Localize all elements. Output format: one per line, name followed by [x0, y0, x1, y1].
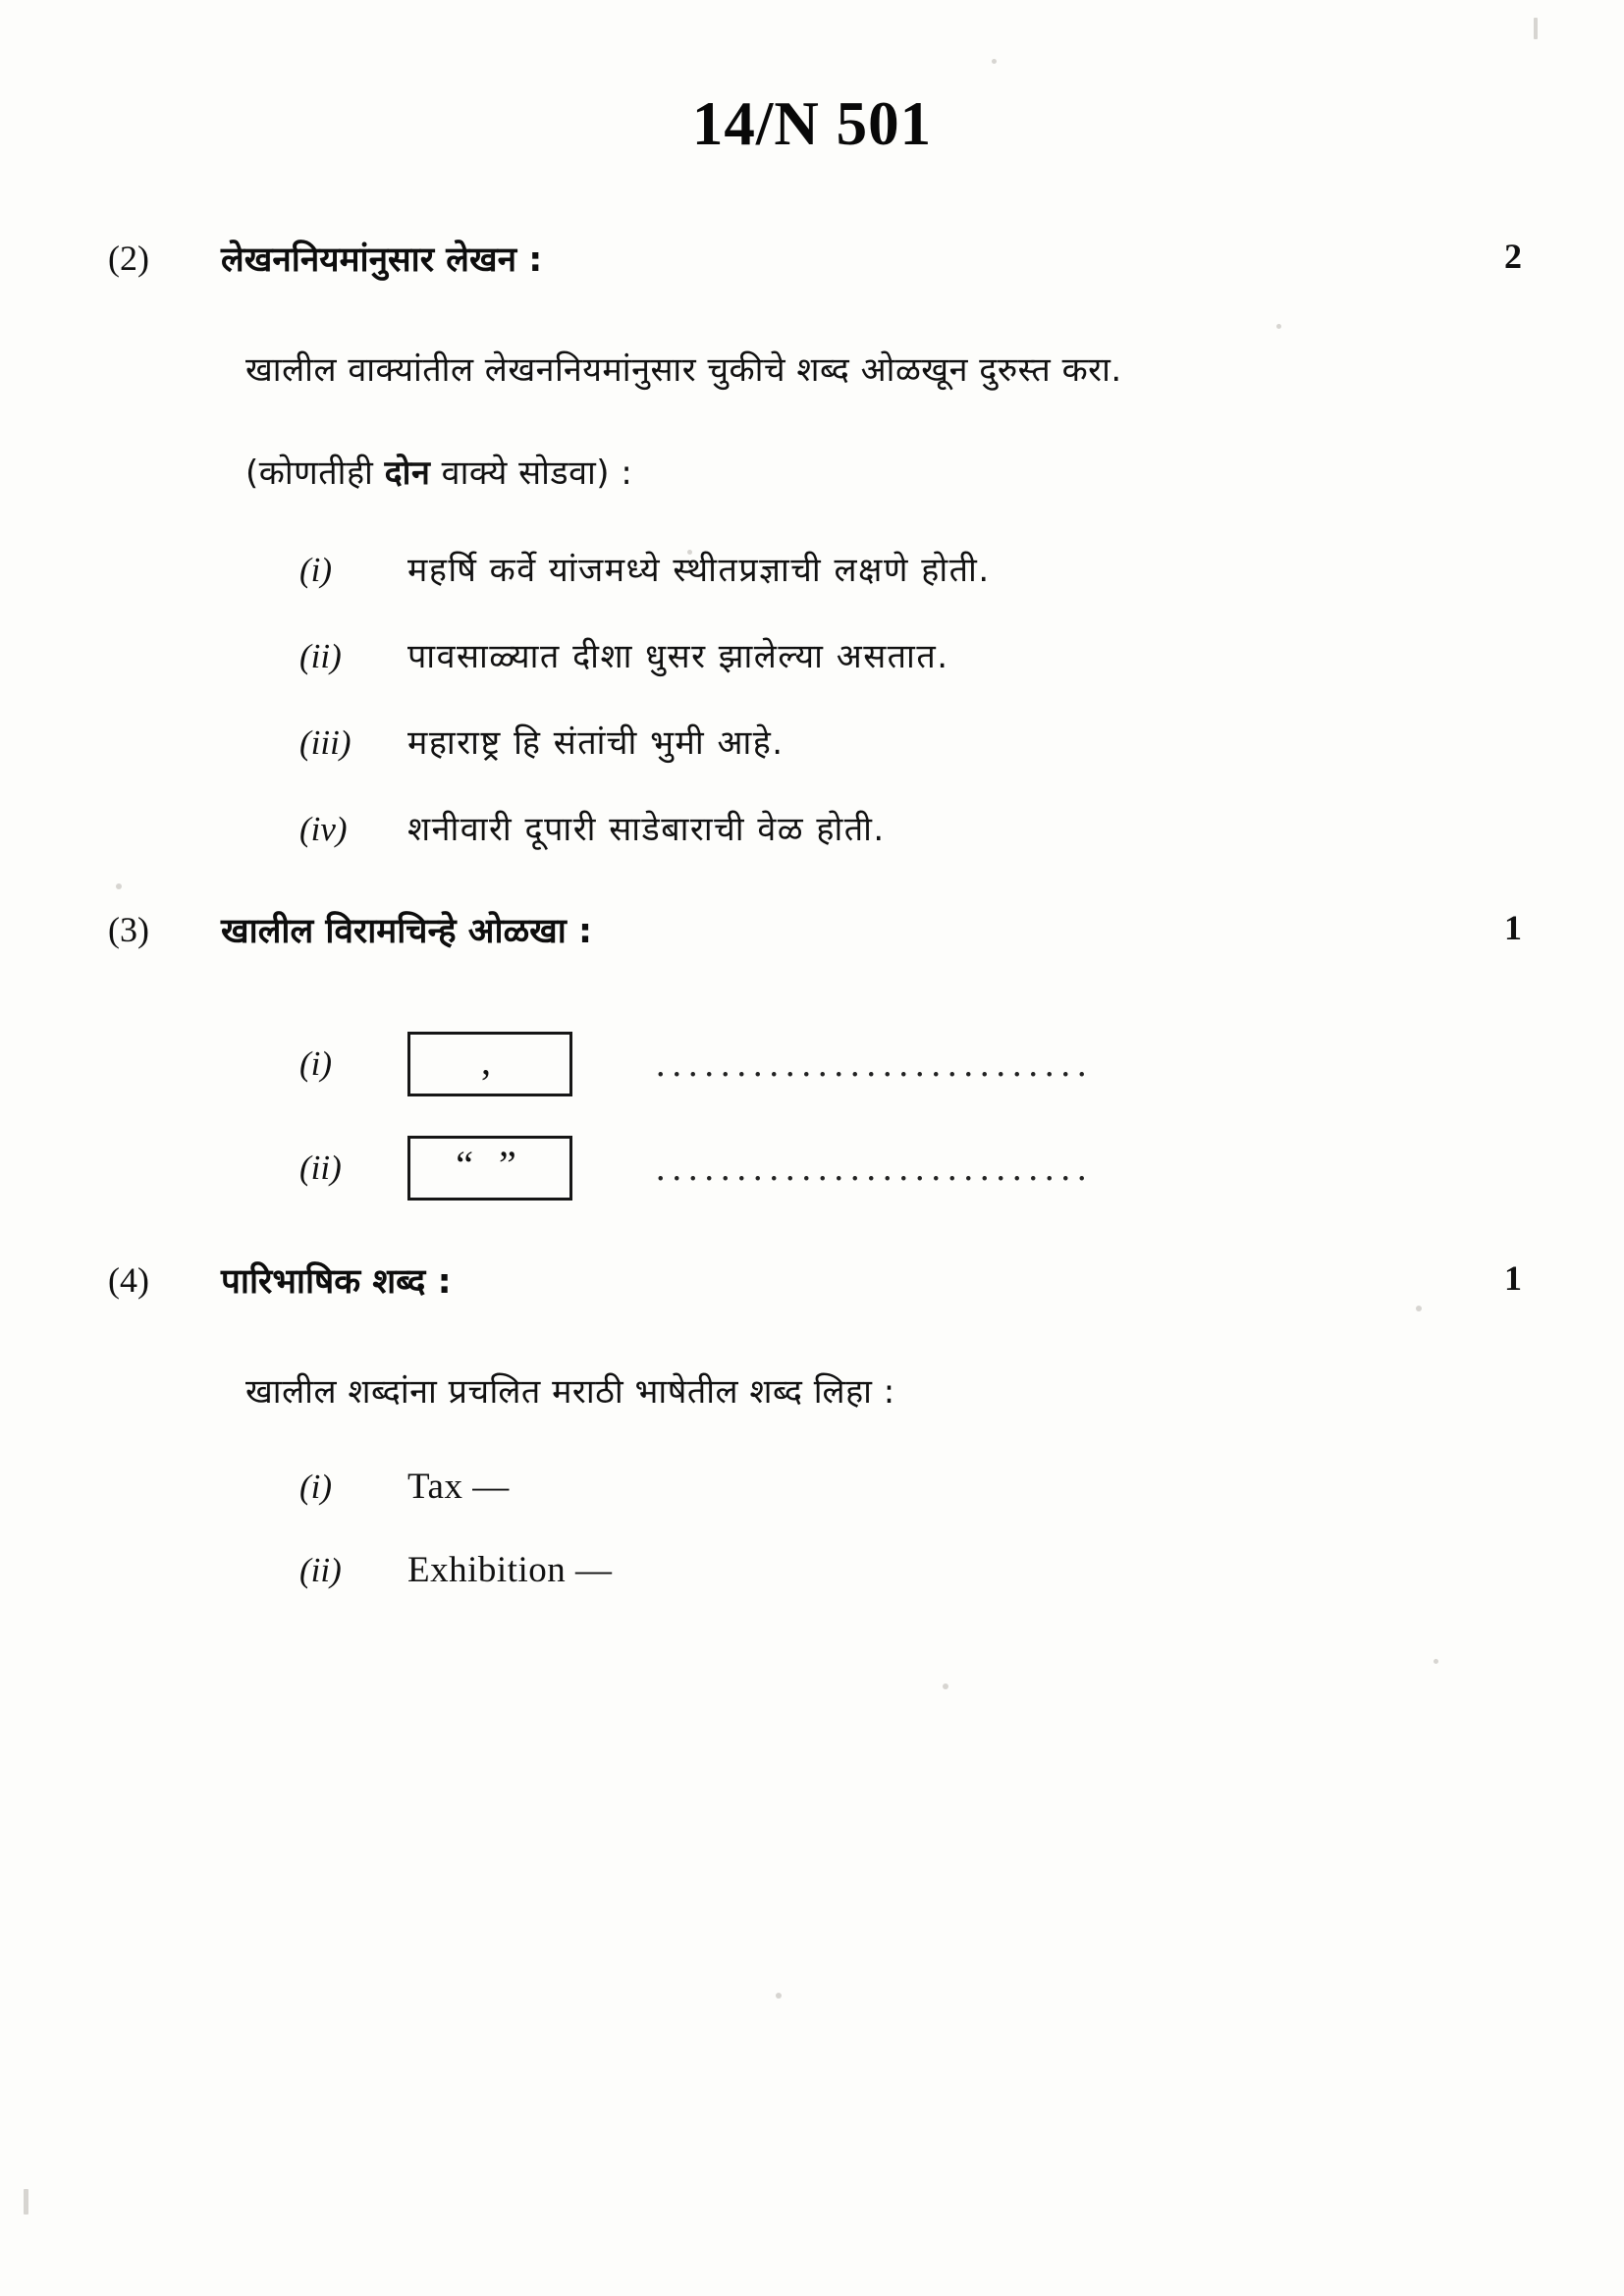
question-3-heading: खालील विरामचिन्हे ओळखा : [221, 912, 593, 952]
item-label: (iv) [299, 810, 348, 849]
question-3-number: (3) [108, 910, 149, 950]
list-item [299, 1549, 1522, 1591]
question-2-items [299, 546, 1522, 850]
item-text: पावसाळ्यात दीशा धुसर झालेल्या असतात. [407, 637, 949, 677]
punctuation-symbol-box: “ ” [407, 1136, 572, 1201]
answer-dotted-line: ........................... [656, 1148, 1094, 1190]
item-text: Tax — [407, 1466, 510, 1507]
item-label: (iii) [299, 723, 352, 763]
paper-code-title: 14/N 501 [691, 89, 933, 158]
item-label: (i) [299, 551, 333, 590]
list-item [299, 546, 1522, 591]
question-4-marks: 1 [1504, 1258, 1522, 1299]
question-3-header [108, 907, 1522, 953]
question-2-number: (2) [108, 239, 149, 278]
scan-speck [1434, 1659, 1438, 1664]
note-prefix: (कोणतीही [245, 453, 385, 493]
punctuation-symbol-box: , [407, 1032, 572, 1096]
item-label: (ii) [299, 1550, 342, 1589]
list-item [299, 719, 1522, 764]
item-label: (ii) [299, 637, 342, 676]
item-label: (i) [299, 1467, 333, 1506]
list-item [299, 1136, 1522, 1201]
item-text: Exhibition — [407, 1549, 613, 1590]
note-bold: दोन [384, 453, 431, 493]
question-2-instruction: खालील वाक्यांतील लेखननियमांनुसार चुकीचे शब्द ओळखून दुरुस्त करा. [245, 350, 1122, 390]
scan-speck [992, 59, 997, 64]
list-item [299, 805, 1522, 850]
item-text: शनीवारी दूपारी साडेबाराची वेळ होती. [407, 810, 886, 850]
question-2-marks: 2 [1504, 237, 1522, 276]
item-text: महाराष्ट्र हि संतांची भुमी आहे. [407, 723, 785, 764]
item-text: महर्षि कर्वे यांजमध्ये स्थीतप्रज्ञाची लक्षणे होती. [407, 551, 991, 591]
scan-speck [943, 1683, 948, 1689]
scan-speck [776, 1993, 782, 1999]
question-2-heading: लेखननियमांनुसार लेखन : [221, 240, 543, 280]
note-suffix: वाक्ये सोडवा) : [430, 453, 633, 493]
scan-speck [24, 2189, 28, 2215]
question-list [108, 236, 1522, 1591]
question-4-header [108, 1257, 1522, 1304]
item-label: (ii) [299, 1148, 342, 1188]
question-3-items [108, 1032, 1522, 1201]
question-2-note [245, 442, 1522, 506]
question-3-marks: 1 [1504, 908, 1522, 948]
answer-dotted-line: ........................... [656, 1043, 1094, 1086]
scan-speck [1534, 18, 1538, 39]
list-item [299, 1032, 1522, 1096]
question-4-items [299, 1466, 1522, 1591]
question-2-header [108, 236, 1522, 282]
list-item [299, 1466, 1522, 1508]
question-4-instruction: खालील शब्दांना प्रचलित मराठी भाषेतील शब्द लिहा : [245, 1372, 895, 1413]
question-4-number: (4) [108, 1260, 149, 1301]
question-4-heading: पारिभाषिक शब्द : [221, 1262, 452, 1303]
list-item [299, 632, 1522, 677]
item-label: (i) [299, 1044, 333, 1084]
